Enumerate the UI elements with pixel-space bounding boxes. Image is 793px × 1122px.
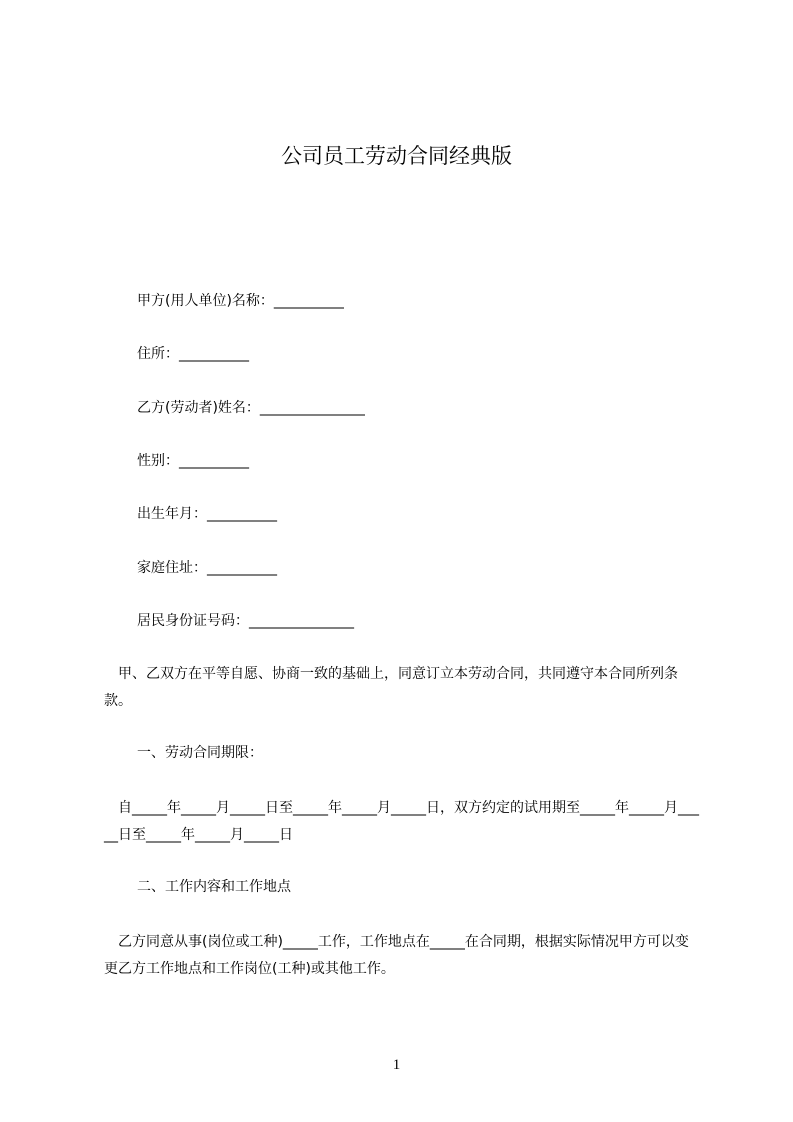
field-employee-name: 乙方(劳动者)姓名：_______________ bbox=[137, 400, 365, 416]
document-title: 公司员工劳动合同经典版 bbox=[281, 144, 512, 168]
field-id-number: 居民身份证号码：_______________ bbox=[137, 613, 354, 629]
field-home-address: 家庭住址：__________ bbox=[137, 560, 277, 576]
section-2-body: 乙方同意从事(岗位或工种)_____工作，工作地点在_____在合同期，根据实际情况甲方可以变更乙方工作地点和工作岗位(工种)或其他工作。 bbox=[104, 934, 689, 977]
section-1-body: 自_____年_____月_____日至_____年_____月_____日，双方约定的试用期至_____年_____月_____日至_____年_____月_____日 bbox=[104, 800, 699, 843]
intro-paragraph: 甲、乙双方在平等自愿、协商一致的基础上，同意订立本劳动合同，共同遵守本合同所列条款。 bbox=[104, 666, 678, 709]
page-number: 1 bbox=[392, 1057, 401, 1073]
section-1-heading: 一、劳动合同期限： bbox=[137, 745, 263, 761]
field-employer-name: 甲方(用人单位)名称：__________ bbox=[137, 293, 344, 309]
field-gender: 性别：__________ bbox=[137, 453, 249, 469]
field-birth-date: 出生年月：__________ bbox=[137, 506, 277, 522]
section-2-heading: 二、工作内容和工作地点 bbox=[137, 879, 291, 895]
field-employer-address: 住所：__________ bbox=[137, 346, 249, 362]
